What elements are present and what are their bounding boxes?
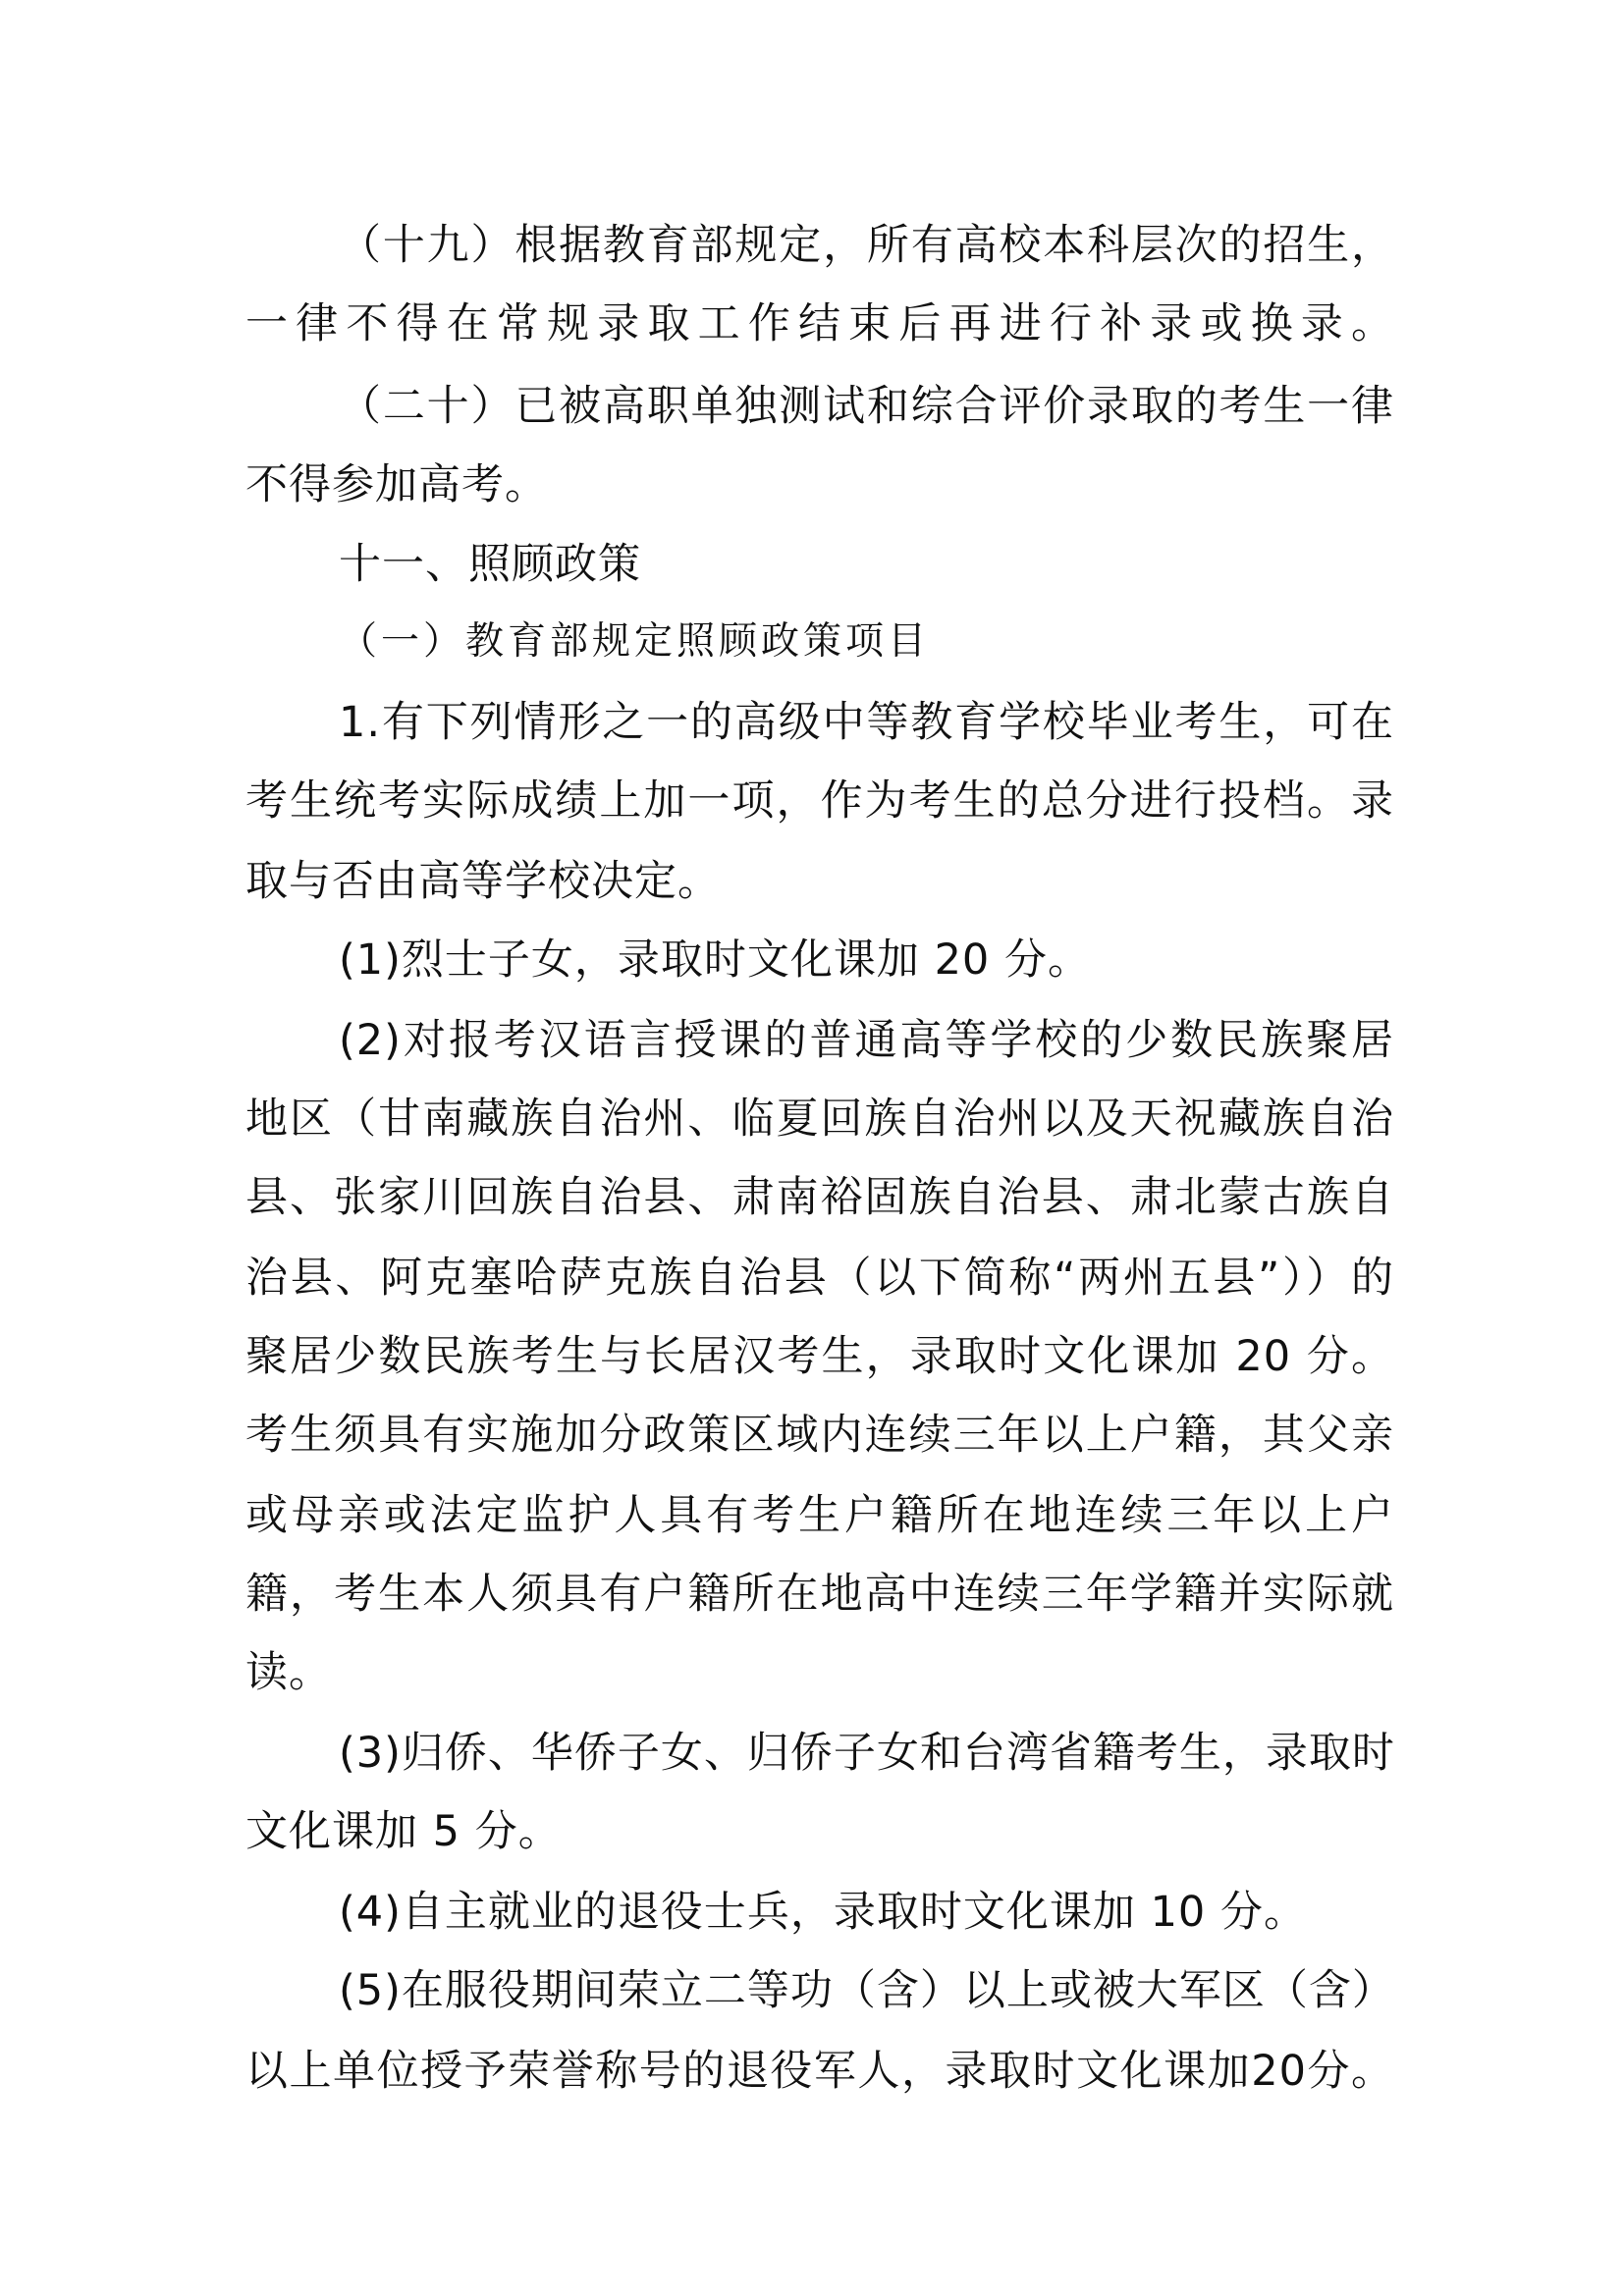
section-heading: 十一、照顾政策 [339,540,641,589]
subitem-2-line-3: 县、张家川回族自治县、肃南裕固族自治县、肃北蒙古族自 [245,1173,1394,1222]
item-1-line-2: 考生统考实际成绩上加一项，作为考生的总分进行投档。录 [245,776,1394,826]
subsection-heading: （一）教育部规定照顾政策项目 [339,619,931,664]
subitem-4: (4)自主就业的退役士兵，录取时文化课加 10 分。 [339,1888,1307,1937]
subitem-2-line-6: 考生须具有实施加分政策区域内连续三年以上户籍，其父亲 [245,1411,1394,1460]
subitem-2-line-9: 读。 [245,1648,332,1697]
subitem-2-line-8: 籍，考生本人须具有户籍所在地高中连续三年学籍并实际就 [245,1570,1394,1619]
subitem-3-line-2: 文化课加 5 分。 [245,1807,562,1856]
subitem-3-line-1: (3)归侨、华侨子女、归侨子女和台湾省籍考生，录取时 [339,1729,1395,1778]
item-1-line-3: 取与否由高等学校决定。 [245,857,721,906]
subitem-5-line-1: (5)在服役期间荣立二等功（含）以上或被大军区（含） [339,1966,1395,2015]
paragraph-19-line-1: （十九）根据教育部规定，所有高校本科层次的招生， [339,221,1394,270]
subitem-5-line-2: 以上单位授予荣誉称号的退役军人，录取时文化课加20分。 [245,2047,1394,2096]
subitem-2-line-7: 或母亲或法定监护人具有考生户籍所在地连续三年以上户 [245,1491,1394,1540]
subitem-2-line-1: (2)对报考汉语言授课的普通高等学校的少数民族聚居 [339,1016,1394,1065]
subitem-2-line-2: 地区（甘南藏族自治州、临夏回族自治州以及天祝藏族自治 [245,1095,1394,1144]
item-1-line-1: 1.有下列情形之一的高级中等教育学校毕业考生，可在 [339,698,1394,747]
subitem-1: (1)烈士子女，录取时文化课加 20 分。 [339,935,1091,985]
subitem-2-line-4: 治县、阿克塞哈萨克族自治县（以下简称“两州五县”））的 [245,1254,1394,1303]
paragraph-19-line-2: 一律不得在常规录取工作结束后再进行补录或换录。 [245,299,1394,348]
subitem-2-line-5: 聚居少数民族考生与长居汉考生，录取时文化课加 20 分。 [245,1332,1394,1381]
paragraph-20-line-1: （二十）已被高职单独测试和综合评价录取的考生一律 [339,382,1394,431]
paragraph-20-line-2: 不得参加高考。 [245,460,548,509]
